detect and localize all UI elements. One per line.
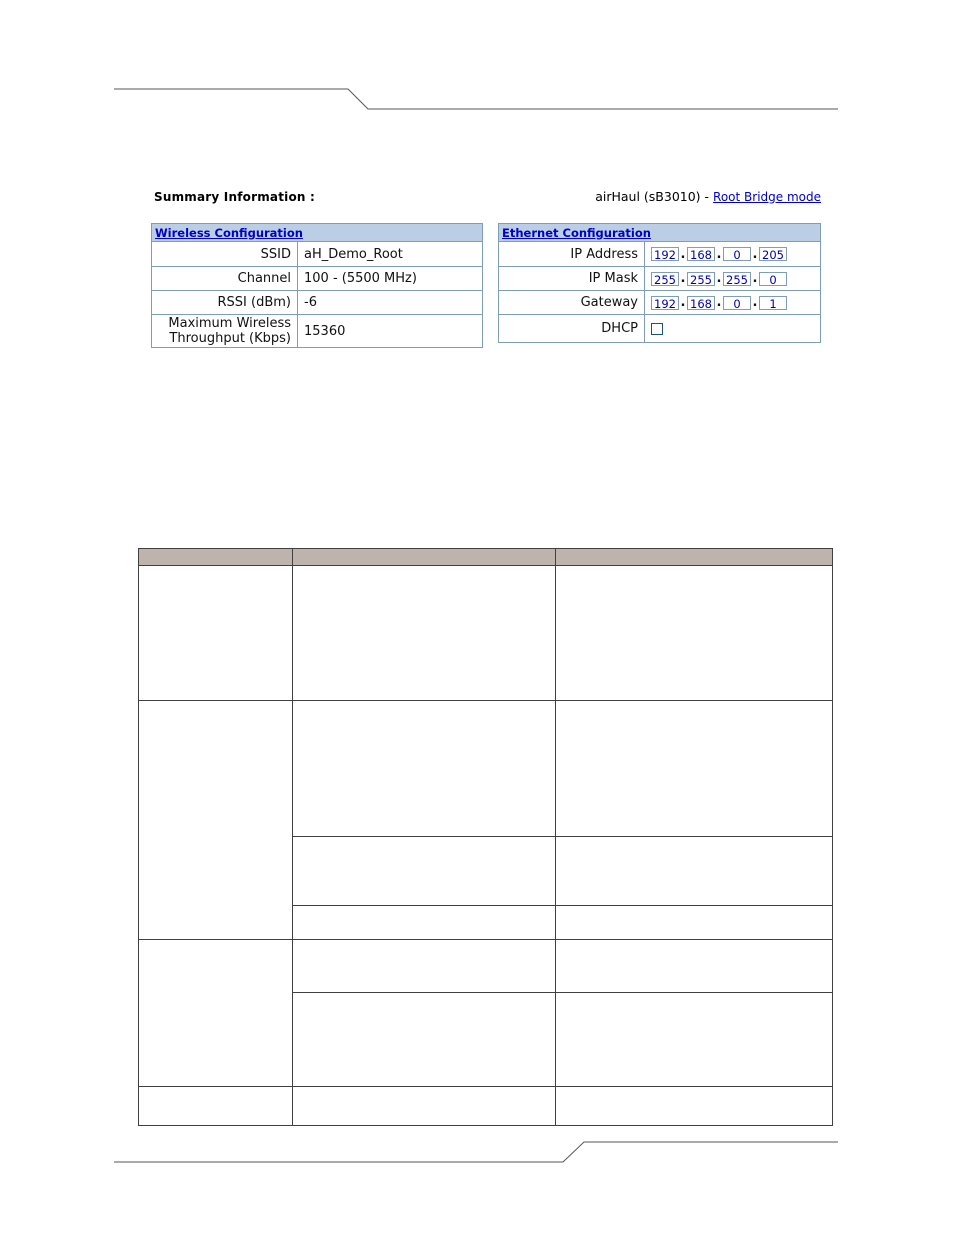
ip-address-field xyxy=(645,242,821,267)
gateway-octet-4[interactable]: 1 xyxy=(759,296,787,310)
table-cell xyxy=(292,1086,556,1125)
gateway-octet-3[interactable]: 0 xyxy=(723,296,751,310)
device-mode-info xyxy=(595,189,821,204)
parameter-table xyxy=(138,548,833,1126)
ethernet-config-link[interactable]: Ethernet Configuration xyxy=(502,225,651,240)
table-cell xyxy=(139,701,293,939)
ssid-label: SSID xyxy=(152,242,298,267)
ip-mask-field xyxy=(645,267,821,291)
ip-address-label: IP Address xyxy=(499,242,645,267)
ip-mask-octet-1[interactable]: 255 xyxy=(651,272,679,286)
ip-mask-octet-4[interactable]: 0 xyxy=(759,272,787,286)
gateway-label: Gateway xyxy=(499,291,645,315)
throughput-value: 15360 xyxy=(298,315,483,348)
ip-address-octet-2[interactable]: 168 xyxy=(687,247,715,261)
table-header-cell xyxy=(292,549,556,566)
gateway-octet-2[interactable]: 168 xyxy=(687,296,715,310)
rssi-label: RSSI (dBm) xyxy=(152,291,298,315)
table-header-cell xyxy=(139,549,293,566)
table-header-cell xyxy=(556,549,833,566)
throughput-label: Maximum Wireless Throughput (Kbps) xyxy=(152,315,298,348)
ip-mask-octet-2[interactable]: 255 xyxy=(687,272,715,286)
channel-value: 100 - (5500 MHz) xyxy=(298,267,483,291)
wireless-config-link[interactable]: Wireless Configuration xyxy=(155,225,303,240)
wireless-config-table xyxy=(151,223,483,348)
root-bridge-mode-link[interactable]: Root Bridge mode xyxy=(713,190,821,204)
octet-separator: . xyxy=(716,271,722,286)
table-cell xyxy=(292,566,556,701)
device-model: airHaul (sB3010) - xyxy=(595,189,710,204)
octet-separator: . xyxy=(716,246,722,262)
table-cell xyxy=(292,905,556,939)
octet-separator: . xyxy=(752,271,758,286)
ip-address-octet-1[interactable]: 192 xyxy=(651,247,679,261)
table-cell xyxy=(556,992,833,1086)
dhcp-label: DHCP xyxy=(499,315,645,343)
rssi-value: -6 xyxy=(298,291,483,315)
ip-mask-octet-3[interactable]: 255 xyxy=(723,272,751,286)
table-cell xyxy=(556,939,833,992)
octet-separator: . xyxy=(716,295,722,310)
ip-address-octet-4[interactable]: 205 xyxy=(759,247,787,261)
table-cell xyxy=(139,939,293,1086)
dhcp-checkbox[interactable] xyxy=(651,323,663,335)
ip-mask-label: IP Mask xyxy=(499,267,645,291)
ip-address-octet-3[interactable]: 0 xyxy=(723,247,751,261)
table-cell xyxy=(556,837,833,905)
octet-separator: . xyxy=(752,295,758,310)
table-cell xyxy=(292,939,556,992)
table-cell xyxy=(556,1086,833,1125)
table-cell xyxy=(292,837,556,905)
gateway-field xyxy=(645,291,821,315)
table-cell xyxy=(556,905,833,939)
ssid-value: aH_Demo_Root xyxy=(298,242,483,267)
ethernet-config-table xyxy=(498,223,821,343)
table-cell xyxy=(292,992,556,1086)
octet-separator: . xyxy=(680,246,686,262)
octet-separator: . xyxy=(752,246,758,262)
gateway-octet-1[interactable]: 192 xyxy=(651,296,679,310)
channel-label: Channel xyxy=(152,267,298,291)
table-cell xyxy=(556,566,833,701)
table-cell xyxy=(139,566,293,701)
octet-separator: . xyxy=(680,271,686,286)
table-cell xyxy=(556,701,833,837)
octet-separator: . xyxy=(680,295,686,310)
summary-label: Summary Information : xyxy=(154,190,316,204)
table-cell xyxy=(292,701,556,837)
table-cell xyxy=(139,1086,293,1125)
